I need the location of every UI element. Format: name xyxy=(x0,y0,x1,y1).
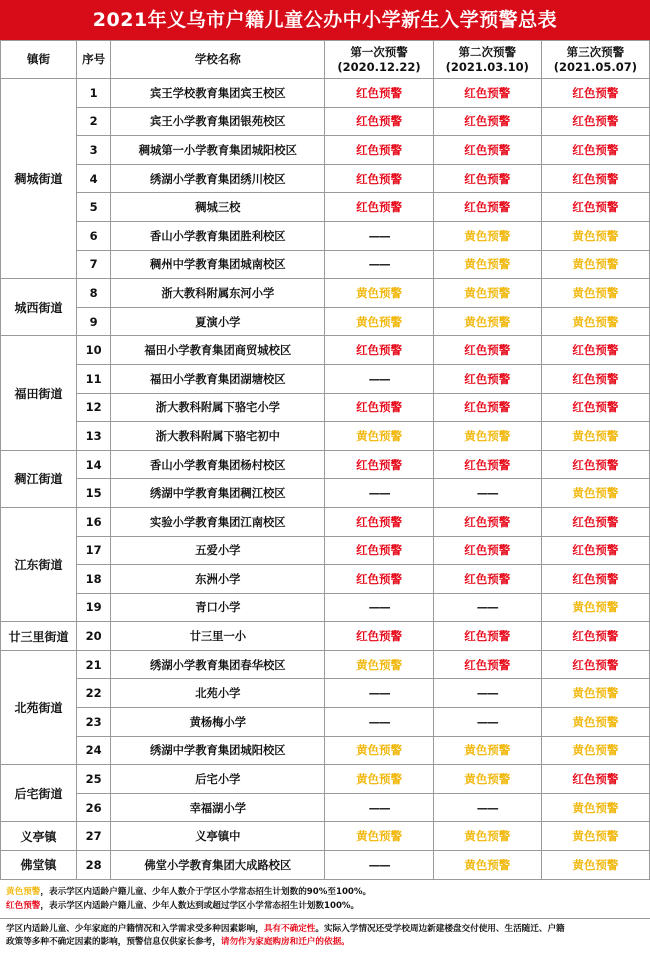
street-cell: 稠城街道 xyxy=(1,79,77,279)
school-cell: 稠城三校 xyxy=(111,193,325,222)
warning-cell-2: 红色预警 xyxy=(433,107,541,136)
table-row xyxy=(1,164,650,193)
warning-cell-3: 红色预警 xyxy=(541,193,649,222)
street-cell: 江东街道 xyxy=(1,507,77,621)
seq-cell: 28 xyxy=(77,851,111,880)
warning-cell-2: 红色预警 xyxy=(433,164,541,193)
warning-cell-3: 黄色预警 xyxy=(541,250,649,279)
warning-cell-1: 红色预警 xyxy=(325,565,433,594)
seq-cell: 4 xyxy=(77,164,111,193)
warning-cell-2: 红色预警 xyxy=(433,450,541,479)
warning-cell-3: 红色预警 xyxy=(541,536,649,565)
warning-cell-1: 红色预警 xyxy=(325,193,433,222)
disclaimer-line2-em: 请勿作为家庭购房和迁户的依据。 xyxy=(220,936,350,947)
warning-cell-1: 红色预警 xyxy=(325,507,433,536)
warning-cell-1: —— xyxy=(325,250,433,279)
table-row xyxy=(1,221,650,250)
table-row xyxy=(1,107,650,136)
seq-cell: 24 xyxy=(77,736,111,765)
warning-cell-2: 黄色预警 xyxy=(433,422,541,451)
warning-cell-3: 红色预警 xyxy=(541,565,649,594)
street-cell: 后宅街道 xyxy=(1,765,77,822)
warning-cell-3: 红色预警 xyxy=(541,765,649,794)
legend-red-text: ，表示学区内适龄户籍儿童、少年人数达到或超过学区小学常态招生计划数100%。 xyxy=(40,900,360,911)
seq-cell: 21 xyxy=(77,650,111,679)
table-row xyxy=(1,364,650,393)
warning-cell-1: 红色预警 xyxy=(325,622,433,651)
warning-cell-1: —— xyxy=(325,593,433,622)
school-cell: 青口小学 xyxy=(111,593,325,622)
warning-cell-2: 黄色预警 xyxy=(433,279,541,308)
warning-cell-1: 黄色预警 xyxy=(325,736,433,765)
warning-cell-1: 红色预警 xyxy=(325,79,433,108)
school-cell: 廿三里一小 xyxy=(111,622,325,651)
seq-cell: 6 xyxy=(77,221,111,250)
disclaimer-part2: 。实际入学情况还受学校周边新建楼盘交付使用、生活随迁、户籍 xyxy=(315,923,565,934)
school-cell: 福田小学教育集团湖塘校区 xyxy=(111,364,325,393)
warning-cell-2: 红色预警 xyxy=(433,536,541,565)
seq-cell: 7 xyxy=(77,250,111,279)
disclaimer xyxy=(0,918,650,953)
table-row xyxy=(1,250,650,279)
warning-cell-2: —— xyxy=(433,479,541,508)
school-cell: 义亭镇中 xyxy=(111,822,325,851)
warning-cell-3: 黄色预警 xyxy=(541,793,649,822)
table-row xyxy=(1,622,650,651)
warning-cell-2: —— xyxy=(433,679,541,708)
street-cell: 北苑街道 xyxy=(1,650,77,764)
page-title: 2021年义乌市户籍儿童公办中小学新生入学预警总表 xyxy=(0,0,650,40)
seq-cell: 2 xyxy=(77,107,111,136)
warning-cell-1: 红色预警 xyxy=(325,164,433,193)
table-row xyxy=(1,393,650,422)
school-cell: 宾王小学教育集团银苑校区 xyxy=(111,107,325,136)
warning-cell-1: —— xyxy=(325,479,433,508)
warning-cell-3: 黄色预警 xyxy=(541,736,649,765)
warning-cell-1: 红色预警 xyxy=(325,336,433,365)
table-row xyxy=(1,79,650,108)
table-row xyxy=(1,593,650,622)
warning-cell-1: 红色预警 xyxy=(325,450,433,479)
warning-cell-3: 红色预警 xyxy=(541,79,649,108)
warning-cell-2: 红色预警 xyxy=(433,79,541,108)
seq-cell: 19 xyxy=(77,593,111,622)
header-warn2-date: (2021.03.10) xyxy=(445,59,529,74)
warning-cell-2: 红色预警 xyxy=(433,565,541,594)
legend-yellow-text: ，表示学区内适龄户籍儿童、少年人数介于学区小学常态招生计划数的90%至100%。 xyxy=(40,886,372,897)
warning-cell-3: 黄色预警 xyxy=(541,679,649,708)
warning-table xyxy=(0,40,650,880)
legend-red xyxy=(6,900,644,913)
header-warn3-label: 第三次预警 xyxy=(566,44,625,59)
table-row xyxy=(1,765,650,794)
school-cell: 黄杨梅小学 xyxy=(111,708,325,737)
school-cell: 实验小学教育集团江南校区 xyxy=(111,507,325,536)
warning-cell-1: —— xyxy=(325,221,433,250)
warning-cell-2: 红色预警 xyxy=(433,393,541,422)
warning-cell-2: —— xyxy=(433,793,541,822)
legend-yellow xyxy=(6,886,644,899)
header-warn3 xyxy=(541,41,649,79)
warning-cell-2: 红色预警 xyxy=(433,650,541,679)
table-row xyxy=(1,307,650,336)
warning-cell-2: 黄色预警 xyxy=(433,822,541,851)
school-cell: 稠州中学教育集团城南校区 xyxy=(111,250,325,279)
seq-cell: 9 xyxy=(77,307,111,336)
school-cell: 北苑小学 xyxy=(111,679,325,708)
street-cell: 福田街道 xyxy=(1,336,77,450)
warning-cell-3: 红色预警 xyxy=(541,164,649,193)
warning-cell-3: 黄色预警 xyxy=(541,479,649,508)
header-warn2-label: 第二次预警 xyxy=(458,44,516,59)
warning-cell-1: 黄色预警 xyxy=(325,822,433,851)
seq-cell: 26 xyxy=(77,793,111,822)
warning-cell-1: 红色预警 xyxy=(325,536,433,565)
table-row xyxy=(1,450,650,479)
school-cell: 香山小学教育集团杨村校区 xyxy=(111,450,325,479)
school-cell: 香山小学教育集团胜利校区 xyxy=(111,221,325,250)
school-cell: 绣湖中学教育集团城阳校区 xyxy=(111,736,325,765)
warning-cell-1: 红色预警 xyxy=(325,107,433,136)
warning-cell-2: 黄色预警 xyxy=(433,221,541,250)
seq-cell: 25 xyxy=(77,765,111,794)
warning-cell-1: 红色预警 xyxy=(325,136,433,165)
school-cell: 绣湖中学教育集团稠江校区 xyxy=(111,479,325,508)
school-cell: 浙大教科附属东河小学 xyxy=(111,279,325,308)
warning-cell-1: 黄色预警 xyxy=(325,307,433,336)
table-row xyxy=(1,479,650,508)
warning-cell-3: 黄色预警 xyxy=(541,307,649,336)
table-row xyxy=(1,822,650,851)
legend-notes xyxy=(0,880,650,918)
street-cell: 稠江街道 xyxy=(1,450,77,507)
warning-cell-3: 红色预警 xyxy=(541,136,649,165)
header-warn1-label: 第一次预警 xyxy=(350,44,408,59)
warning-cell-1: —— xyxy=(325,793,433,822)
header-warn3-date: (2021.05.07) xyxy=(553,59,638,74)
warning-cell-3: 黄色预警 xyxy=(541,279,649,308)
warning-cell-3: 黄色预警 xyxy=(541,708,649,737)
warning-cell-3: 红色预警 xyxy=(541,107,649,136)
warning-cell-2: 黄色预警 xyxy=(433,851,541,880)
school-cell: 夏演小学 xyxy=(111,307,325,336)
school-cell: 宾王学校教育集团宾王校区 xyxy=(111,79,325,108)
warning-cell-3: 红色预警 xyxy=(541,364,649,393)
disclaimer-line2: 政策等多种不确定因素的影响，预警信息仅供家长参考， xyxy=(6,936,221,947)
table-row xyxy=(1,193,650,222)
table-row xyxy=(1,851,650,880)
school-cell: 浙大教科附属下骆宅小学 xyxy=(111,393,325,422)
table-row xyxy=(1,536,650,565)
seq-cell: 5 xyxy=(77,193,111,222)
warning-cell-2: 黄色预警 xyxy=(433,307,541,336)
seq-cell: 3 xyxy=(77,136,111,165)
warning-cell-2: 黄色预警 xyxy=(433,736,541,765)
legend-yellow-tag: 黄色预警 xyxy=(6,886,41,897)
table-row xyxy=(1,679,650,708)
warning-cell-1: 黄色预警 xyxy=(325,765,433,794)
warning-cell-3: 红色预警 xyxy=(541,622,649,651)
warning-cell-2: 红色预警 xyxy=(433,136,541,165)
disclaimer-part1: 学区内适龄儿童、少年家庭的户籍情况和入学需求受多种因素影响， xyxy=(6,923,264,934)
seq-cell: 12 xyxy=(77,393,111,422)
warning-cell-1: 黄色预警 xyxy=(325,650,433,679)
seq-cell: 11 xyxy=(77,364,111,393)
disclaimer-line-2 xyxy=(6,936,644,949)
warning-cell-2: 黄色预警 xyxy=(433,765,541,794)
warning-cell-1: 红色预警 xyxy=(325,393,433,422)
table-row xyxy=(1,736,650,765)
school-cell: 绣湖小学教育集团春华校区 xyxy=(111,650,325,679)
school-cell: 浙大教科附属下骆宅初中 xyxy=(111,422,325,451)
table-row xyxy=(1,136,650,165)
street-cell: 佛堂镇 xyxy=(1,851,77,880)
warning-cell-1: 黄色预警 xyxy=(325,279,433,308)
school-cell: 福田小学教育集团商贸城校区 xyxy=(111,336,325,365)
seq-cell: 10 xyxy=(77,336,111,365)
warning-cell-1: —— xyxy=(325,364,433,393)
warning-cell-3: 红色预警 xyxy=(541,507,649,536)
warning-cell-1: 黄色预警 xyxy=(325,422,433,451)
school-cell: 东洲小学 xyxy=(111,565,325,594)
warning-cell-2: 红色预警 xyxy=(433,507,541,536)
disclaimer-line-1 xyxy=(6,923,644,936)
legend-red-tag: 红色预警 xyxy=(6,900,41,911)
warning-cell-3: 黄色预警 xyxy=(541,593,649,622)
warning-cell-1: —— xyxy=(325,851,433,880)
street-cell: 城西街道 xyxy=(1,279,77,336)
warning-cell-3: 红色预警 xyxy=(541,450,649,479)
table-row xyxy=(1,650,650,679)
table-row xyxy=(1,565,650,594)
school-cell: 绣湖小学教育集团绣川校区 xyxy=(111,164,325,193)
table-row xyxy=(1,422,650,451)
warning-cell-1: —— xyxy=(325,679,433,708)
school-cell: 稠城第一小学教育集团城阳校区 xyxy=(111,136,325,165)
warning-cell-2: 红色预警 xyxy=(433,336,541,365)
school-cell: 幸福湖小学 xyxy=(111,793,325,822)
warning-cell-3: 黄色预警 xyxy=(541,822,649,851)
school-cell: 五爱小学 xyxy=(111,536,325,565)
warning-cell-2: 红色预警 xyxy=(433,622,541,651)
seq-cell: 16 xyxy=(77,507,111,536)
table-row xyxy=(1,336,650,365)
seq-cell: 17 xyxy=(77,536,111,565)
seq-cell: 18 xyxy=(77,565,111,594)
header-seq: 序号 xyxy=(77,41,111,79)
table-row xyxy=(1,507,650,536)
street-cell: 义亭镇 xyxy=(1,822,77,851)
warning-cell-2: —— xyxy=(433,593,541,622)
warning-cell-2: 红色预警 xyxy=(433,364,541,393)
table-row xyxy=(1,793,650,822)
table-header-row xyxy=(1,41,650,79)
header-warn1 xyxy=(325,41,433,79)
warning-cell-3: 红色预警 xyxy=(541,650,649,679)
header-school: 学校名称 xyxy=(111,41,325,79)
header-street: 镇街 xyxy=(1,41,77,79)
seq-cell: 23 xyxy=(77,708,111,737)
warning-cell-3: 黄色预警 xyxy=(541,851,649,880)
disclaimer-part1-em: 具有不确定性 xyxy=(263,923,316,934)
table-body xyxy=(1,79,650,880)
seq-cell: 14 xyxy=(77,450,111,479)
warning-cell-3: 红色预警 xyxy=(541,336,649,365)
header-warn2 xyxy=(433,41,541,79)
warning-cell-2: —— xyxy=(433,708,541,737)
warning-cell-3: 黄色预警 xyxy=(541,221,649,250)
street-cell: 廿三里街道 xyxy=(1,622,77,651)
seq-cell: 1 xyxy=(77,79,111,108)
warning-cell-2: 黄色预警 xyxy=(433,250,541,279)
table-row xyxy=(1,279,650,308)
seq-cell: 20 xyxy=(77,622,111,651)
seq-cell: 8 xyxy=(77,279,111,308)
seq-cell: 15 xyxy=(77,479,111,508)
table-row xyxy=(1,708,650,737)
school-cell: 佛堂小学教育集团大成路校区 xyxy=(111,851,325,880)
warning-cell-3: 红色预警 xyxy=(541,393,649,422)
warning-cell-2: 红色预警 xyxy=(433,193,541,222)
header-warn1-date: (2020.12.22) xyxy=(337,59,421,74)
school-cell: 后宅小学 xyxy=(111,765,325,794)
warning-cell-1: —— xyxy=(325,708,433,737)
seq-cell: 27 xyxy=(77,822,111,851)
seq-cell: 22 xyxy=(77,679,111,708)
seq-cell: 13 xyxy=(77,422,111,451)
warning-cell-3: 黄色预警 xyxy=(541,422,649,451)
